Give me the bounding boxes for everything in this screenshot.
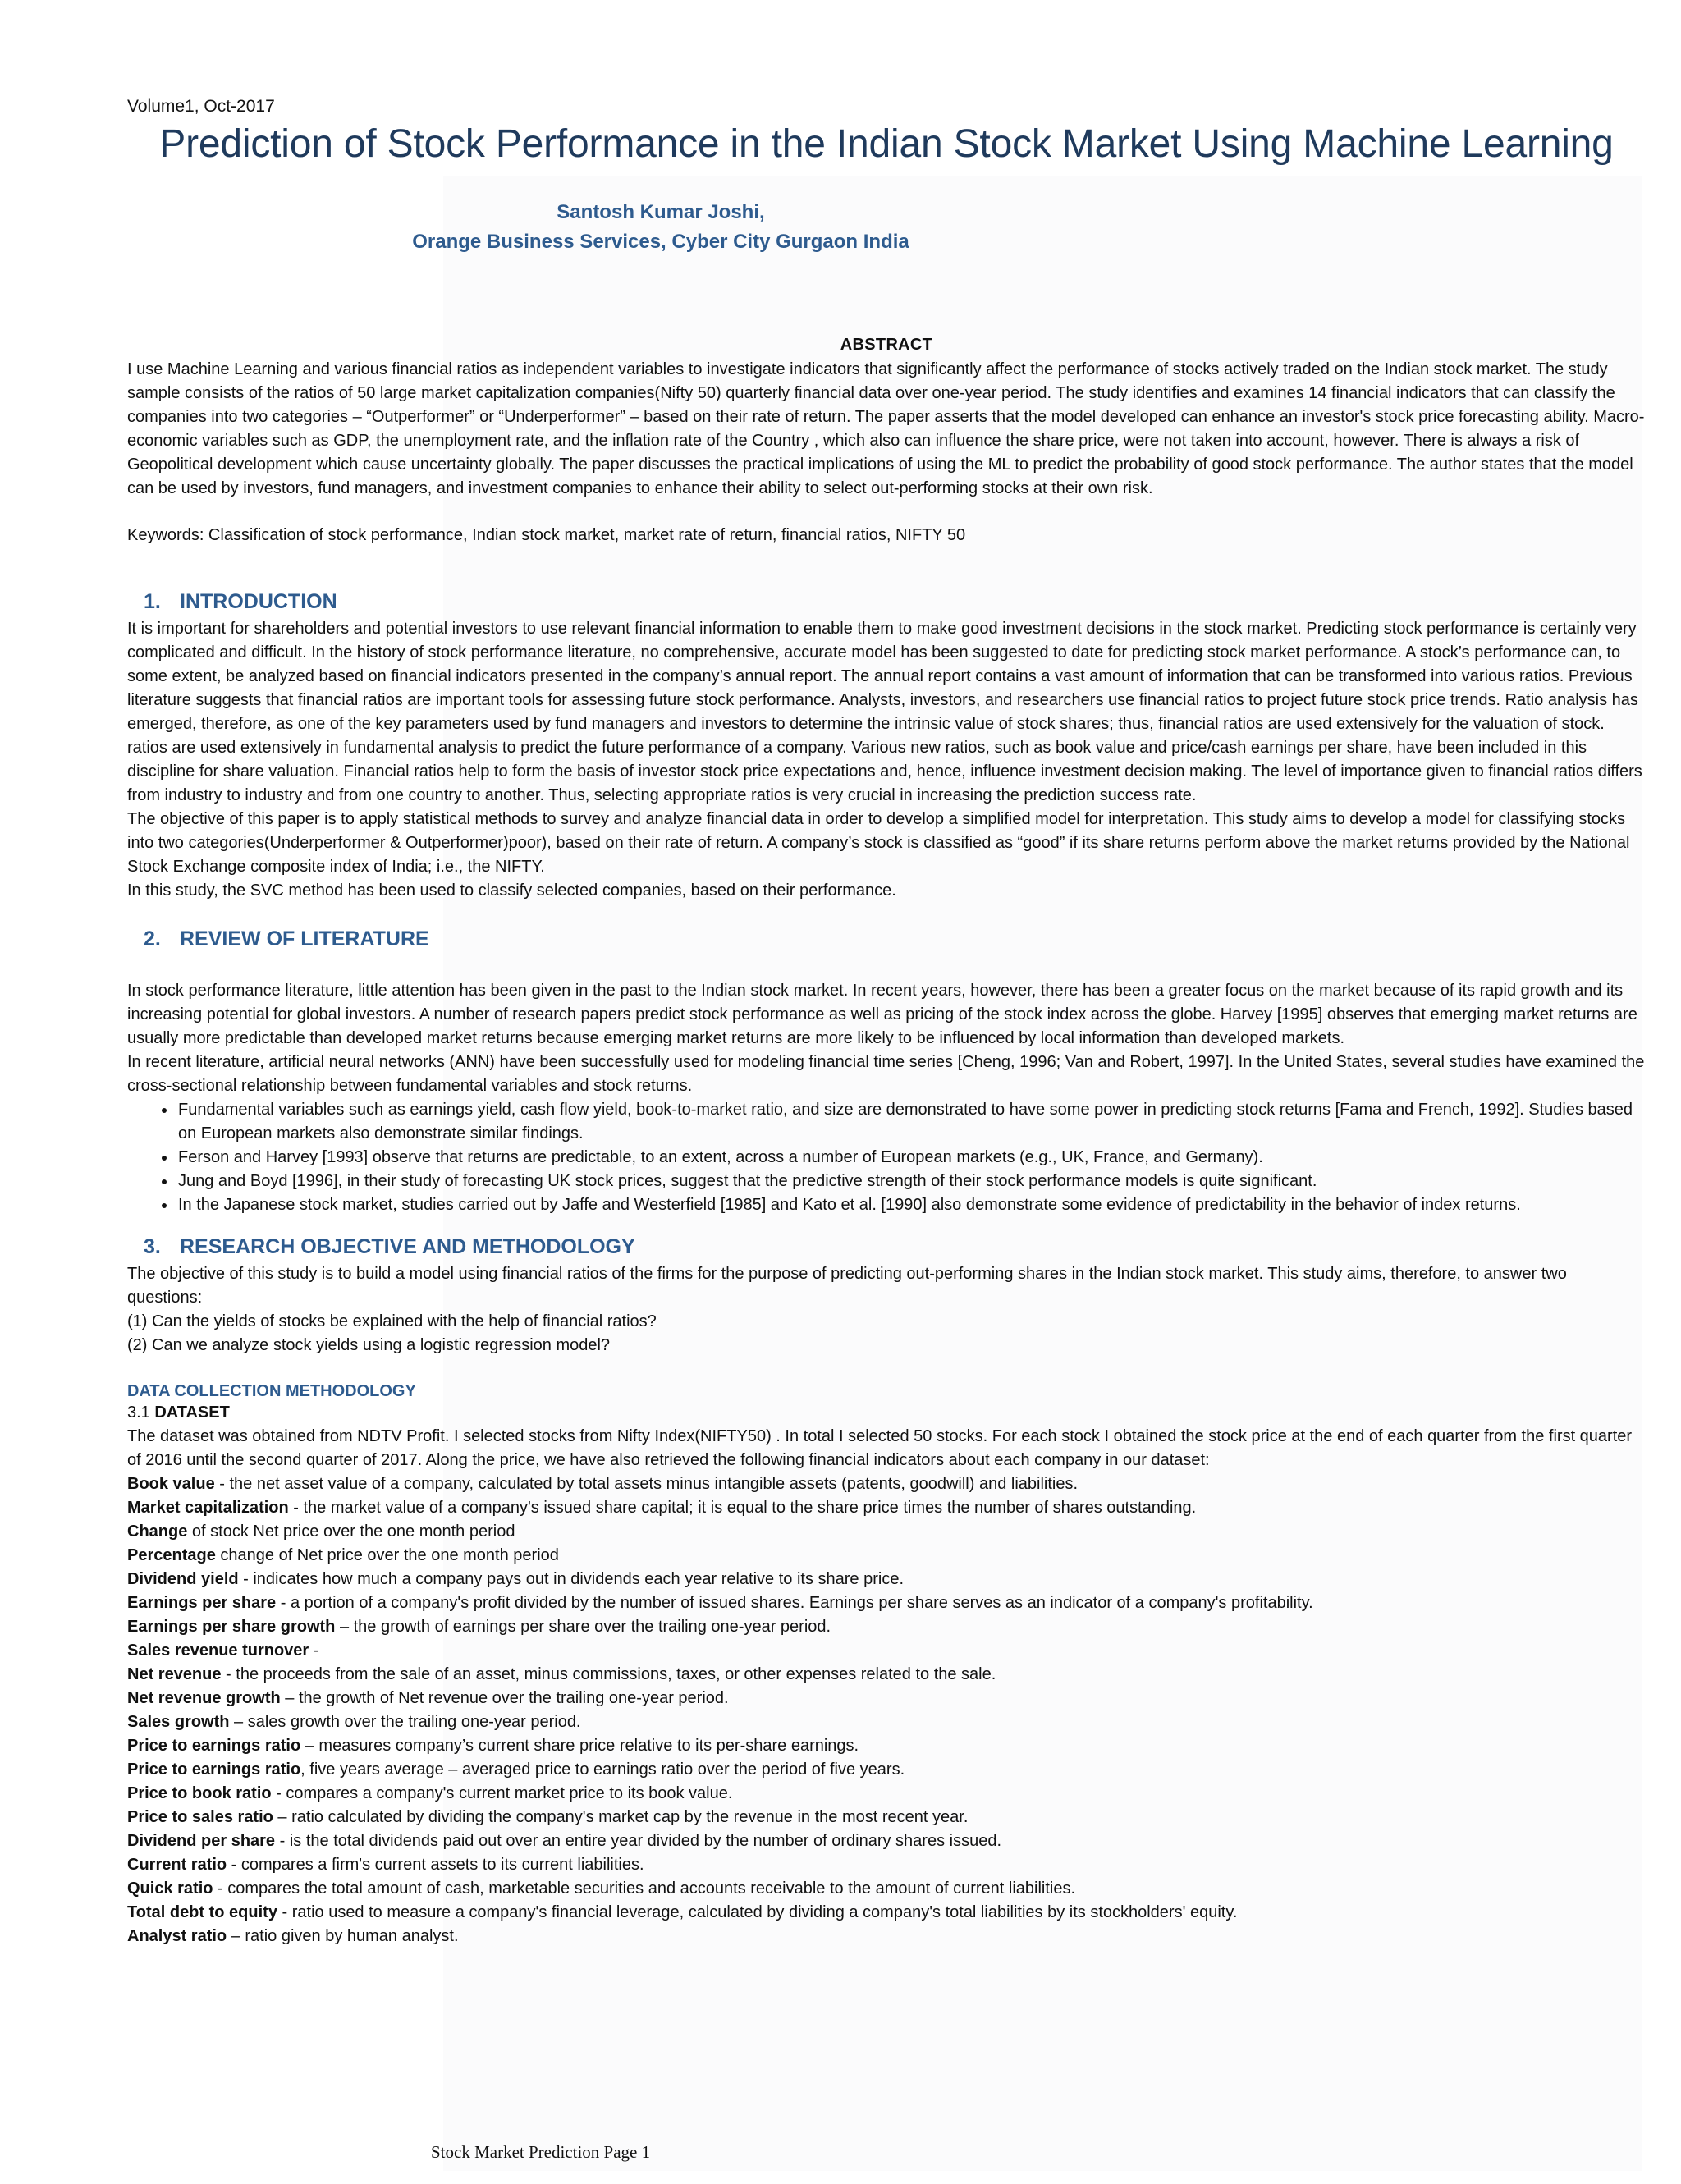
definition-item	[127, 1829, 1646, 1853]
paper-title: Prediction of Stock Performance in the Indian Stock Market Using Machine Learning	[159, 122, 1614, 166]
definition-term: Market capitalization	[127, 1499, 289, 1517]
definition-term: Earnings per share growth	[127, 1618, 336, 1636]
definition-desc: – ratio given by human analyst.	[227, 1927, 459, 1945]
section-title: RESEARCH OBJECTIVE AND METHODOLOGY	[180, 1235, 635, 1258]
definition-item	[127, 1544, 1646, 1568]
page-footer: Stock Market Prediction Page 1	[431, 2142, 651, 2162]
paper-page	[127, 97, 1646, 1948]
definition-term: Price to sales ratio	[127, 1808, 273, 1826]
definition-desc: – the growth of Net revenue over the trailing one-year period.	[280, 1689, 729, 1707]
definition-term: Net revenue growth	[127, 1689, 281, 1707]
definition-item	[127, 1901, 1646, 1925]
definition-item	[127, 1591, 1646, 1615]
definition-term: Sales revenue turnover	[127, 1641, 309, 1660]
section-number: 1.	[144, 590, 161, 613]
definition-item	[127, 1639, 1646, 1663]
section-title: INTRODUCTION	[180, 590, 337, 613]
definition-desc: - compares the total amount of cash, marketable securities and accounts receivable to the amount of current liabilities.	[213, 1880, 1076, 1898]
definition-item	[127, 1925, 1646, 1948]
section-heading-research	[127, 1235, 1646, 1259]
definition-desc: - compares a company's current market price to its book value.	[271, 1784, 733, 1802]
definition-item	[127, 1496, 1646, 1520]
volume-label: Volume1, Oct-2017	[127, 97, 275, 116]
definition-desc: - ratio used to measure a company's financial leverage, calculated by dividing a company's total liabilities by its stockholders' equity.	[277, 1903, 1238, 1921]
section-number: 3.	[144, 1235, 161, 1258]
definition-desc: - the proceeds from the sale of an asset, minus commissions, taxes, or other expenses related to the sale.	[221, 1665, 996, 1683]
author-name: Santosh Kumar Joshi,	[557, 201, 765, 223]
definition-desc: of stock Net price over the one month period	[187, 1522, 515, 1541]
review-paragraph-2: In recent literature, artificial neural networks (ANN) have been successfully used for modeling financial time series [Cheng, 1996; Van and Robert, 1997]. In the United States, several studies have examined the cross-sectional relationship between fundamental variables and stock returns.	[127, 1053, 1645, 1095]
definition-desc: - is the total dividends paid out over an entire year divided by the number of ordinary shares issued.	[275, 1832, 1002, 1850]
intro-paragraph-3: In this study, the SVC method has been used to classify selected companies, based on their performance.	[127, 881, 896, 900]
definition-item	[127, 1472, 1646, 1496]
research-question-1: (1) Can the yields of stocks be explained with the help of financial ratios?	[127, 1312, 657, 1330]
definition-item	[127, 1710, 1646, 1734]
list-item: • In the Japanese stock market, studies carried out by Jaffe and Westerfield [1985] and Kato et al. [1990] also demonstrate some evidence of predictability in the behavior of index returns.	[176, 1193, 1646, 1217]
definition-desc: – ratio calculated by dividing the company's market cap by the revenue in the most recent year.	[273, 1808, 969, 1826]
definition-term: Percentage	[127, 1546, 216, 1564]
abstract-heading: ABSTRACT	[840, 336, 933, 354]
definition-item	[127, 1663, 1646, 1687]
list-item: • Ferson and Harvey [1993] observe that returns are predictable, to an extent, across a number of European markets (e.g., UK, France, and Germany).	[176, 1146, 1646, 1170]
definition-desc: – measures company’s current share price relative to its per-share earnings.	[300, 1737, 859, 1755]
intro-paragraph-2: The objective of this paper is to apply statistical methods to survey and analyze financial data in order to develop a simplified model for interpretation. This study aims to develop a model for classifying stocks into two categories(Underperformer & Outperformer)poor), based on their rate of return. A company’s stock is classified as “good” if its share returns perform above the market returns provided by the National Stock Exchange composite index of India; i.e., the NIFTY.	[127, 810, 1630, 876]
definition-term: Current ratio	[127, 1856, 227, 1874]
definition-item	[127, 1877, 1646, 1901]
definition-term: Book value	[127, 1475, 215, 1493]
dataset-number: 3.1	[127, 1403, 155, 1422]
definition-desc: - the market value of a company's issued share capital; it is equal to the share price times the number of shares outstanding.	[288, 1499, 1197, 1517]
data-collection-heading: DATA COLLECTION METHODOLOGY	[127, 1382, 416, 1400]
author-affiliation: Orange Business Services, Cyber City Gurgaon India	[412, 231, 909, 253]
definition-item	[127, 1806, 1646, 1829]
definition-item	[127, 1782, 1646, 1806]
section-heading-introduction	[127, 590, 1646, 614]
definition-desc: - a portion of a company's profit divided by the number of issued shares. Earnings per share serves as an indicator of a company's profitability.	[276, 1594, 1313, 1612]
definition-desc: - the net asset value of a company, calculated by total assets minus intangible assets (patents, goodwill) and liabilities.	[214, 1475, 1079, 1493]
definition-item	[127, 1568, 1646, 1591]
definition-term: Quick ratio	[127, 1880, 213, 1898]
section-heading-review	[127, 927, 1646, 951]
definition-term: Sales growth	[127, 1713, 230, 1731]
definition-term: Price to earnings ratio	[127, 1737, 301, 1755]
definition-desc: - compares a firm's current assets to its current liabilities.	[227, 1856, 644, 1874]
definition-item	[127, 1615, 1646, 1639]
review-bullet-list	[127, 1098, 1646, 1217]
definition-term: Analyst ratio	[127, 1927, 227, 1945]
definition-item	[127, 1758, 1646, 1782]
definition-desc: – sales growth over the trailing one-year period.	[229, 1713, 581, 1731]
definition-item	[127, 1687, 1646, 1710]
keywords: Keywords: Classification of stock performance, Indian stock market, market rate of return, financial ratios, NIFTY 50	[127, 526, 966, 544]
definition-term: Price to book ratio	[127, 1784, 272, 1802]
intro-paragraph-1: It is important for shareholders and potential investors to use relevant financial information to enable them to make good investment decisions in the stock market. Predicting stock performance is certainly very complicated and difficult. In the history of stock performance literature, no comprehensive, accurate model has been suggested to date for predicting stock market performance. A stock’s performance can, to some extent, be analyzed based on financial indicators presented in the company’s annual report. The annual report contains a vast amount of information that can be transformed into various ratios. Previous literature suggests that financial ratios are important tools for assessing future stock performance. Analysts, investors, and researchers use financial ratios to project future stock price trends. Ratio analysis has emerged, therefore, as one of the key parameters used by fund managers and investors to determine the intrinsic value of stock shares; thus, financial ratios are used extensively for the valuation of stock. ratios are used extensively in fundamental analysis to predict the future performance of a company. Various new ratios, such as book value and price/cash earnings per share, have been included in this discipline for share valuation. Financial ratios help to form the basis of investor stock price expectations and, hence, influence investment decision making. The level of importance given to financial ratios differs from industry to industry and from one country to another. Thus, selecting appropriate ratios is very crucial in increasing the prediction success rate.	[127, 620, 1642, 804]
definition-term: Price to earnings ratio	[127, 1760, 301, 1779]
author-block	[127, 198, 1194, 257]
definition-term: Dividend per share	[127, 1832, 276, 1850]
definition-item	[127, 1734, 1646, 1758]
definition-term: Net revenue	[127, 1665, 222, 1683]
definition-term: Change	[127, 1522, 188, 1541]
research-question-2: (2) Can we analyze stock yields using a logistic regression model?	[127, 1336, 611, 1354]
definition-term: Earnings per share	[127, 1594, 277, 1612]
abstract-text: I use Machine Learning and various financial ratios as independent variables to investigate indicators that significantly affect the performance of stocks actively traded on the Indian stock market. The study sample consists of the ratios of 50 large market capitalization companies(Nifty 50) quarterly financial data over one-year period. The study identifies and examines 14 financial indicators that can classify the companies into two categories – “Outperformer” or “Underperformer” – based on their rate of return. The paper asserts that the model developed can enhance an investor's stock price forecasting ability. Macro-economic variables such as GDP, the unemployment rate, and the inflation rate of the Country , which also can influence the share price, were not taken into account, however. There is always a risk of Geopolitical development which cause uncertainty globally. The paper discusses the practical implications of using the ML to predict the probability of good stock performance. The author states that the model can be used by investors, fund managers, and investment companies to enhance their ability to select out-performing stocks at their own risk.	[127, 360, 1645, 497]
research-paragraph-1: The objective of this study is to build a model using financial ratios of the firms for the purpose of predicting out-performing shares in the Indian stock market. This study aims, therefore, to answer two questions:	[127, 1265, 1567, 1307]
definition-desc: change of Net price over the one month period	[215, 1546, 559, 1564]
definition-desc: , five years average – averaged price to earnings ratio over the period of five years.	[300, 1760, 905, 1779]
definition-list	[127, 1472, 1646, 1948]
definition-desc: – the growth of earnings per share over the trailing one-year period.	[335, 1618, 831, 1636]
section-number: 2.	[144, 927, 161, 950]
definition-item	[127, 1520, 1646, 1544]
dataset-heading	[127, 1401, 1646, 1425]
definition-term: Total debt to equity	[127, 1903, 277, 1921]
dataset-paragraph: The dataset was obtained from NDTV Profit. I selected stocks from Nifty Index(NIFTY50) . In total I selected 50 stocks. For each stock I obtained the stock price at the end of each quarter from the first quarter of 2016 until the second quarter of 2017. Along the price, we have also retrieved the following financial indicators about each company in our dataset:	[127, 1427, 1633, 1469]
definition-desc: -	[309, 1641, 319, 1660]
definition-term: Dividend yield	[127, 1570, 239, 1588]
list-item: • Fundamental variables such as earnings yield, cash flow yield, book-to-market ratio, and size are demonstrated to have some power in predicting stock returns [Fama and French, 1992]. Studies based on European markets also demonstrate similar findings.	[176, 1098, 1646, 1146]
section-title: REVIEW OF LITERATURE	[180, 927, 429, 950]
dataset-title: DATASET	[154, 1403, 230, 1422]
definition-item	[127, 1853, 1646, 1877]
review-paragraph-1: In stock performance literature, little attention has been given in the past to the Indian stock market. In recent years, however, there has been a greater focus on the market because of its rapid growth and its increasing potential for global investors. A number of research papers predict stock performance as well as pricing of the stock index across the globe. Harvey [1995] observes that emerging market returns are usually more predictable than developed market returns because emerging market returns are more likely to be influenced by local information than developed markets.	[127, 982, 1637, 1047]
list-item: • Jung and Boyd [1996], in their study of forecasting UK stock prices, suggest that the predictive strength of their stock performance models is quite significant.	[176, 1170, 1646, 1193]
definition-desc: - indicates how much a company pays out in dividends each year relative to its share price.	[238, 1570, 905, 1588]
